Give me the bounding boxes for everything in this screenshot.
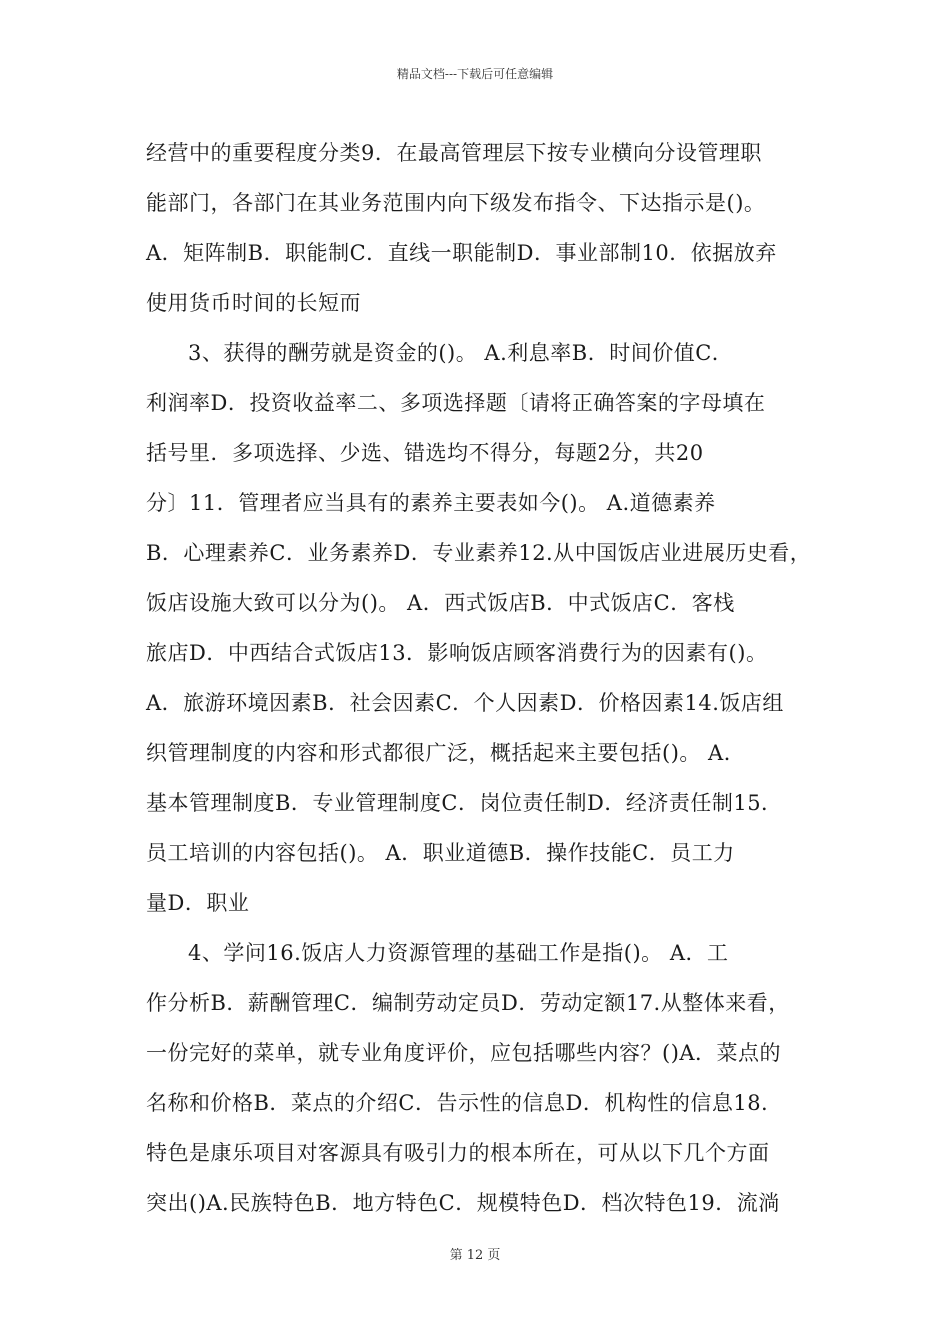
text-line: 4、学问16.饭店人力资源管理的基础工作是指()。 A．工 [188,941,729,965]
text-line: 使用货币时间的长短而 [146,291,361,315]
text-line: 能部门，各部门在其业务范围内向下级发布指令、下达指示是()。 [146,191,766,215]
text-line: 名称和价格B．菜点的介绍C．告示性的信息D．机构性的信息18. [146,1091,769,1115]
text-line: 饭店设施大致可以分为()。 A．西式饭店B．中式饭店C．客栈 [146,591,735,615]
text-line: 员工培训的内容包括()。 A．职业道德B．操作技能C．员工力 [146,841,735,865]
text-line: 括号里．多项选择、少选、错选均不得分，每题2分，共20 [146,441,704,465]
text-line: 基本管理制度B．专业管理制度C．岗位责任制D．经济责任制15． [146,791,783,815]
text-line: 3、获得的酬劳就是资金的()。 A.利息率B．时间价值C． [188,341,734,365]
text-line: 特色是康乐项目对客源具有吸引力的根本所在，可从以下几个方面 [146,1141,770,1165]
text-line: A．矩阵制B．职能制C．直线一职能制D．事业部制10．依据放弃 [146,241,777,265]
text-line: 旅店D．中西结合式饭店13．影响饭店顾客消费行为的因素有()。 [146,641,768,665]
text-line: 经营中的重要程度分类9．在最高管理层下按专业横向分设管理职 [146,141,762,165]
text-line: 利润率D．投资收益率二、多项选择题〔请将正确答案的字母填在 [146,391,766,415]
text-line: B．心理素养C．业务素养D．专业素养12.从中国饭店业进展历史看， [146,541,812,565]
text-line: 突出()A.民族特色B．地方特色C．规模特色D．档次特色19．流淌 [146,1191,780,1215]
page-header: 精品文档---下载后可任意编辑 [396,67,554,81]
text-line: A．旅游环境因素B．社会因素C．个人因素D．价格因素14.饭店组 [146,691,784,715]
text-line: 作分析B．薪酬管理C．编制劳动定员D．劳动定额17.从整体来看， [146,991,790,1015]
text-line: 一份完好的菜单，就专业角度评价，应包括哪些内容？()A．菜点的 [146,1041,782,1065]
text-line: 分〕11．管理者应当具有的素养主要表如今()。 A.道德素养 [146,491,716,515]
text-line: 量D．职业 [146,891,250,915]
text-line: 织管理制度的内容和形式都很广泛，概括起来主要包括()。 A． [146,741,746,765]
page-number: 第 12 页 [449,1248,501,1263]
